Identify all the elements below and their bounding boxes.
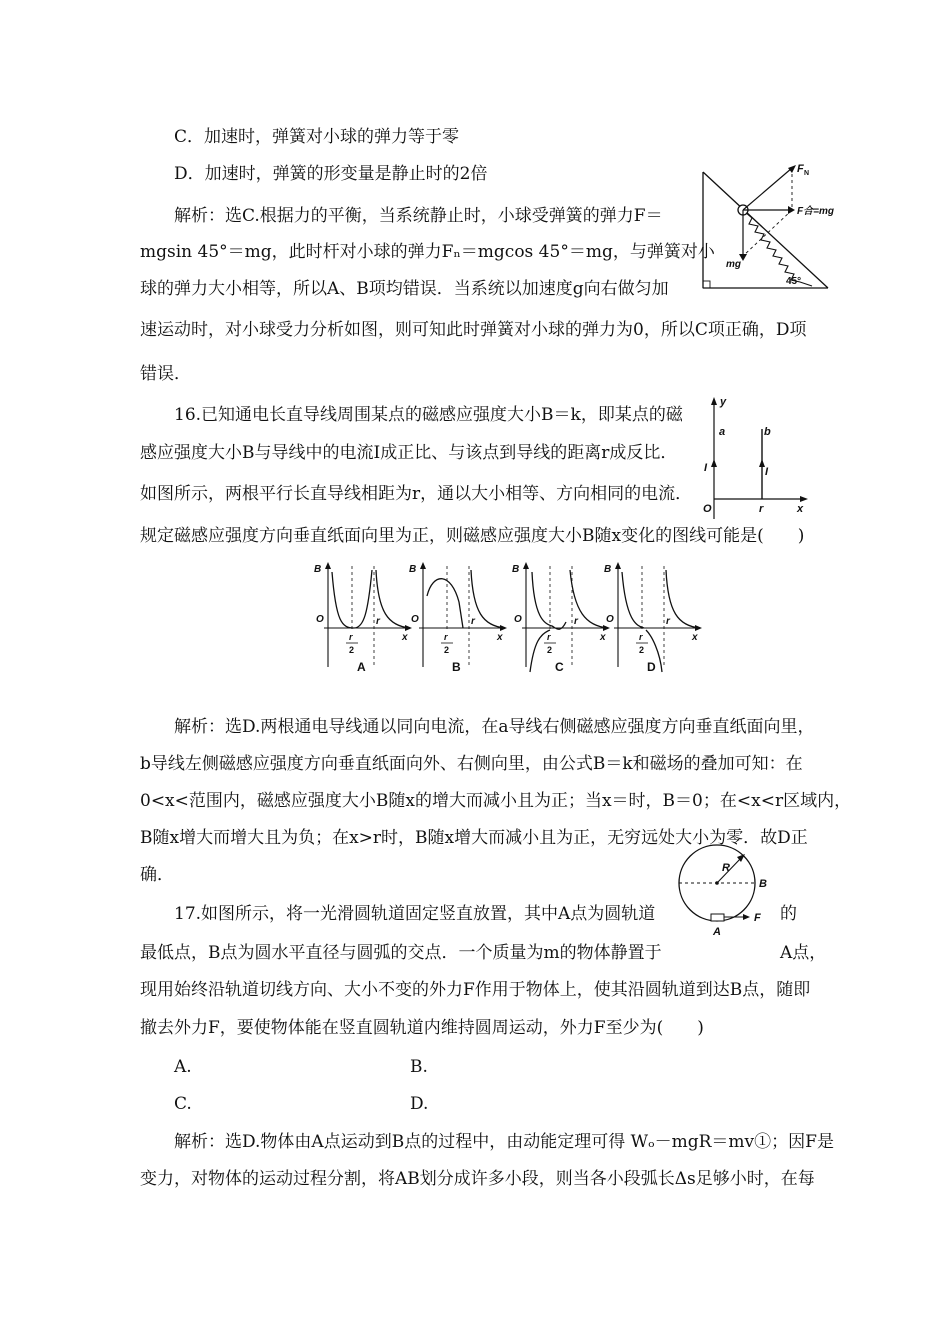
x-axis-label: x bbox=[692, 632, 698, 643]
question-17-line-tail: A点， bbox=[780, 943, 827, 963]
fn-label: F bbox=[797, 163, 804, 175]
y-axis-arrow bbox=[615, 562, 621, 569]
point-b-label: B bbox=[759, 878, 767, 890]
x-axis-label: x bbox=[600, 632, 606, 643]
question-17-line: 现用始终沿轨道切线方向、大小不变的外力F作用于物体上，使其沿圆轨道到达B点，随即 bbox=[140, 980, 811, 1000]
b-axis-label: B bbox=[314, 564, 322, 575]
wire-b-label: b bbox=[764, 426, 771, 438]
question-17-line: 撤去外力F，要使物体能在竖直圆轨道内维持圆周运动，外力F至少为( ) bbox=[140, 1018, 704, 1038]
mg-label: mg bbox=[726, 259, 741, 270]
option-d: D. bbox=[410, 1094, 429, 1114]
force-label: F bbox=[754, 912, 761, 924]
current-label: I bbox=[765, 466, 769, 478]
option-graph-b bbox=[407, 562, 507, 672]
option-graph-label: C bbox=[555, 660, 564, 674]
question-16-line: 规定磁感应强度方向垂直纸面向里为正，则磁感应强度大小B随x变化的图线可能是( ) bbox=[140, 526, 805, 546]
option-b: B. bbox=[410, 1057, 428, 1077]
current-label: I bbox=[704, 462, 708, 474]
solution-line: b导线左侧磁感应强度方向垂直纸面向外、右侧向里，由公式B＝k和磁场的叠加可知：在 bbox=[140, 754, 803, 774]
solution-line: mgsin 45°＝mg，此时杆对小球的弹力Fₙ＝mgcos 45°＝mg，与弹簧对小 bbox=[140, 242, 715, 262]
fhe-label: F合=mg bbox=[797, 206, 834, 217]
b-axis-label: B bbox=[604, 564, 612, 575]
solution-line: 解析：选D.两根通电导线通以同向电流，在a导线右侧磁感应强度方向垂直纸面向里， bbox=[174, 717, 815, 737]
solution-line: 解析：选D.物体由A点运动到B点的过程中，由动能定理可得 Wₒ－mgR＝mv①；因F是 bbox=[174, 1132, 834, 1152]
half-r-denominator: 2 bbox=[444, 645, 450, 655]
b-axis-label: B bbox=[409, 564, 417, 575]
question-16-line: 感应强度大小B与导线中的电流I成正比、与该点到导线的距离r成反比． bbox=[140, 443, 678, 463]
solution-line: 变力，对物体的运动过程分割，将AB划分成许多小段，则当各小段弧长Δs足够小时，在每 bbox=[140, 1169, 815, 1189]
y-axis-arrow bbox=[420, 562, 426, 569]
y-axis-label: y bbox=[720, 396, 727, 408]
r-label: r bbox=[759, 503, 764, 515]
question-17-line: 最低点，B点为圆水平直径与圆弧的交点．一个质量为m的物体静置于 bbox=[140, 943, 662, 963]
b-curve bbox=[530, 570, 608, 672]
y-axis-arrow bbox=[523, 562, 529, 569]
question-16-line: 16.已知通电长直导线周围某点的磁感应强度大小B＝k，即某点的磁 bbox=[174, 405, 683, 425]
option-graph-d bbox=[602, 562, 702, 672]
option-c: C. bbox=[174, 1094, 192, 1114]
point-a-label: A bbox=[713, 926, 721, 938]
x-axis-label: x bbox=[402, 632, 408, 643]
option-graph-c bbox=[510, 562, 610, 672]
solution-line: 球的弹力大小相等，所以A、B项均错误．当系统以加速度g向右做匀加 bbox=[140, 279, 669, 299]
half-r-denominator: 2 bbox=[547, 645, 553, 655]
r-tick-label: r bbox=[471, 616, 475, 627]
half-r-numerator: r bbox=[444, 632, 448, 642]
half-r-denominator: 2 bbox=[639, 645, 645, 655]
angle-label: 45° bbox=[786, 276, 802, 287]
option-c: C．加速时，弹簧对小球的弹力等于零 bbox=[174, 127, 460, 147]
b-curve bbox=[427, 570, 505, 628]
r-tick-label: r bbox=[376, 616, 380, 627]
origin-label: O bbox=[606, 614, 614, 625]
option-d: D．加速时，弹簧的形变量是静止时的2倍 bbox=[174, 164, 488, 184]
origin-label: O bbox=[514, 614, 522, 625]
half-r-numerator: r bbox=[547, 632, 551, 642]
r-tick-label: r bbox=[666, 616, 670, 627]
solution-line: 速运动时，对小球受力分析如图，则可知此时弹簧对小球的弹力为0，所以C项正确，D项 bbox=[140, 320, 807, 340]
solution-line: B随x增大而增大且为负；在x>r时，B随x增大而减小且为正，无穷远处大小为零．故D正 bbox=[140, 828, 808, 848]
circle-track-diagram bbox=[678, 845, 788, 940]
question-17-line: 17.如图所示，将一光滑圆轨道固定竖直放置，其中A点为圆轨道 bbox=[174, 904, 656, 924]
origin-label: O bbox=[316, 614, 324, 625]
option-graph-label: B bbox=[452, 660, 461, 674]
option-graph-label: A bbox=[357, 660, 366, 674]
origin-label: O bbox=[411, 614, 419, 625]
half-r-numerator: r bbox=[639, 632, 643, 642]
option-graph-label: D bbox=[647, 660, 656, 674]
question-16-line: 如图所示，两根平行长直导线相距为r，通以大小相等、方向相同的电流． bbox=[140, 484, 693, 504]
x-axis-label: x bbox=[797, 503, 804, 515]
b-axis-label: B bbox=[512, 564, 520, 575]
force-diagram bbox=[700, 160, 834, 290]
wires-diagram bbox=[700, 395, 810, 525]
origin-label: O bbox=[703, 503, 712, 515]
solution-line: 确． bbox=[140, 865, 174, 885]
wire-a-label: a bbox=[719, 426, 726, 438]
x-axis-label: x bbox=[497, 632, 503, 643]
b-curve bbox=[332, 570, 410, 628]
b-curve bbox=[622, 570, 700, 672]
y-axis-arrow bbox=[325, 562, 331, 569]
solution-line: 解析：选C.根据力的平衡，当系统静止时，小球受弹簧的弹力F＝ bbox=[174, 206, 663, 226]
radius-label: R bbox=[722, 862, 730, 874]
r-tick-label: r bbox=[574, 616, 578, 627]
half-r-numerator: r bbox=[349, 632, 353, 642]
fn-subscript: N bbox=[804, 170, 810, 177]
option-a: A. bbox=[174, 1057, 192, 1077]
question-17-line-tail: 的 bbox=[780, 904, 797, 924]
option-graph-a bbox=[312, 562, 412, 672]
solution-line: 错误． bbox=[140, 364, 191, 384]
solution-line: 0<x<范围内，磁感应强度大小B随x的增大而减小且为正；当x＝时，B＝0；在<x<r区域内， bbox=[140, 791, 852, 811]
half-r-denominator: 2 bbox=[349, 645, 355, 655]
